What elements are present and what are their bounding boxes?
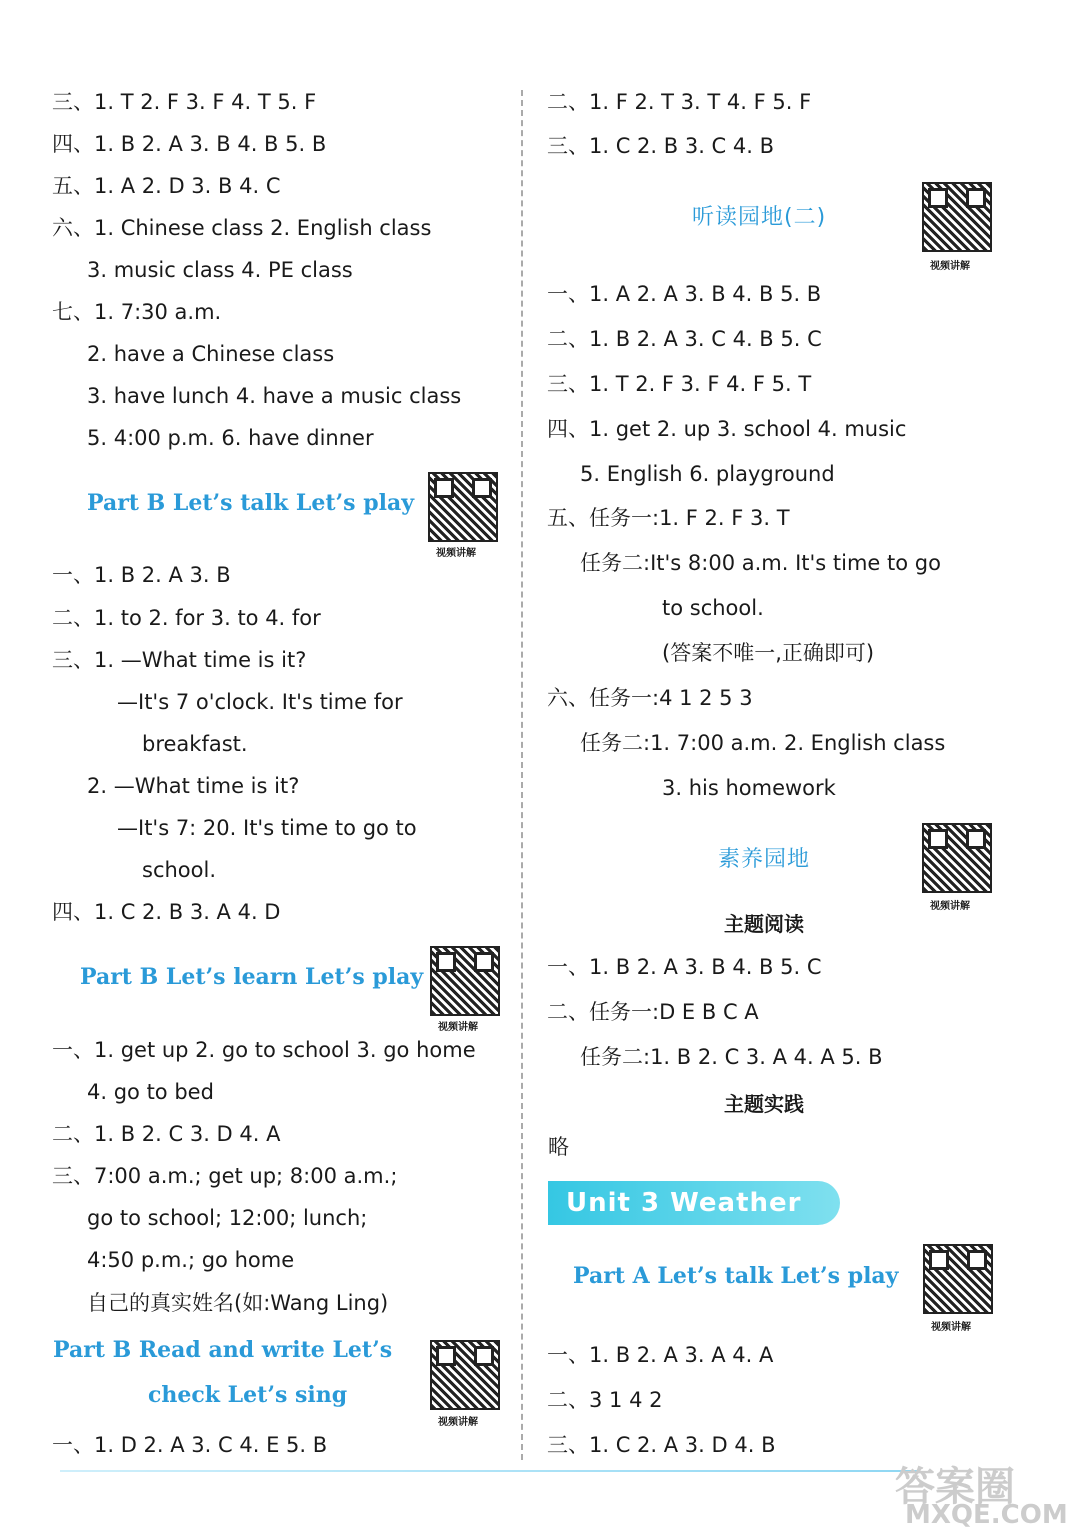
answer-line: 二、1. B 2. A 3. C 4. B 5. C [547,327,822,351]
section-heading: 听读园地(二) [692,205,827,230]
answer-line: 5. English 6. playground [580,462,835,486]
section-heading: Part B Let’s learn Let’s play [80,964,424,990]
section-heading: Part B Let’s talk Let’s play [87,490,414,516]
answer-line: to school. [662,596,764,620]
answer-line: 二、1. to 2. for 3. to 4. for [52,606,321,630]
answer-line: 一、1. B 2. A 3. A 4. A [547,1343,774,1367]
answer-line: 六、1. Chinese class 2. English class [52,216,432,240]
footer-rule [60,1470,920,1472]
qr-code-icon[interactable] [922,182,992,252]
answer-line: 5. 4:00 p.m. 6. have dinner [87,426,374,450]
subheading: 主题实践 [724,1092,804,1116]
answer-line: 一、1. B 2. A 3. B 4. B 5. C [547,955,822,979]
subheading: 主题阅读 [724,912,804,936]
answer-line: school. [142,858,217,882]
answer-line: 3. his homework [662,776,836,800]
answer-line: 六、任务一:4 1 2 5 3 [547,686,753,710]
qr-code-icon[interactable] [430,1340,500,1410]
answer-line: 4. go to bed [87,1080,214,1104]
answer-line: 4:50 p.m.; go home [87,1248,295,1272]
answer-line: 三、1. C 2. A 3. D 4. B [547,1433,776,1457]
answer-line: 四、1. B 2. A 3. B 4. B 5. B [52,132,327,156]
section-heading: Part B Read and write Let’s [53,1337,393,1363]
answer-line: 2. have a Chinese class [87,342,335,366]
answer-line: 一、1. D 2. A 3. C 4. E 5. B [52,1433,328,1457]
answer-line: 任务二:1. B 2. C 3. A 4. A 5. B [580,1045,883,1069]
watermark-url: MXQE.COM [905,1500,1068,1530]
answer-line: —It's 7 o'clock. It's time for [117,690,403,714]
qr-label: 视频讲解 [436,548,476,559]
answer-line: 3. have lunch 4. have a music class [87,384,462,408]
answer-line: 三、7:00 a.m.; get up; 8:00 a.m.; [52,1164,398,1188]
watermark: 答案圈 [895,1464,1015,1510]
qr-code-icon[interactable] [922,823,992,893]
answer-line: 四、1. C 2. B 3. A 4. D [52,900,281,924]
section-heading: Part A Let’s talk Let’s play [573,1263,899,1289]
qr-code-icon[interactable] [428,472,498,542]
answer-line: 二、1. B 2. C 3. D 4. A [52,1122,281,1146]
answer-line: (答案不唯一,正确即可) [662,641,875,665]
answer-line: 三、1. C 2. B 3. C 4. B [547,134,775,158]
answer-line: 二、3 1 4 2 [547,1388,663,1412]
column-divider [521,90,523,1460]
qr-code-icon[interactable] [430,946,500,1016]
answer-line: breakfast. [142,732,248,756]
answer-line: 任务二:It's 8:00 a.m. It's time to go [580,551,941,575]
answer-line: go to school; 12:00; lunch; [87,1206,368,1230]
answer-line: 五、任务一:1. F 2. F 3. T [547,506,790,530]
answer-line: 三、1. —What time is it? [52,648,307,672]
section-heading: 素养园地 [718,847,811,872]
qr-label: 视频讲解 [931,1322,971,1333]
qr-label: 视频讲解 [438,1417,478,1428]
answer-line: 任务二:1. 7:00 a.m. 2. English class [580,731,946,755]
answer-line: 二、1. F 2. T 3. T 4. F 5. F [547,90,812,114]
answer-line: 略 [548,1135,569,1159]
answer-line: 五、1. A 2. D 3. B 4. C [52,174,281,198]
answer-line: 二、任务一:D E B C A [547,1000,759,1024]
answer-line: 七、1. 7:30 a.m. [52,300,222,324]
answer-line: 一、1. get up 2. go to school 3. go home [52,1038,476,1062]
section-heading: check Let’s sing [148,1382,348,1408]
qr-code-icon[interactable] [923,1244,993,1314]
qr-label: 视频讲解 [438,1022,478,1033]
answer-line: 3. music class 4. PE class [87,258,353,282]
answer-line: 一、1. B 2. A 3. B [52,563,231,587]
answer-line: 三、1. T 2. F 3. F 4. T 5. F [52,90,317,114]
unit-banner: Unit 3 Weather [548,1181,840,1225]
answer-line: 四、1. get 2. up 3. school 4. music [547,417,907,441]
answer-line: 自己的真实姓名(如:Wang Ling) [87,1291,389,1315]
qr-label: 视频讲解 [930,261,970,272]
answer-line: 2. —What time is it? [87,774,300,798]
qr-label: 视频讲解 [930,901,970,912]
answer-line: 一、1. A 2. A 3. B 4. B 5. B [547,282,822,306]
answer-line: —It's 7: 20. It's time to go to [117,816,417,840]
answer-line: 三、1. T 2. F 3. F 4. F 5. T [547,372,812,396]
